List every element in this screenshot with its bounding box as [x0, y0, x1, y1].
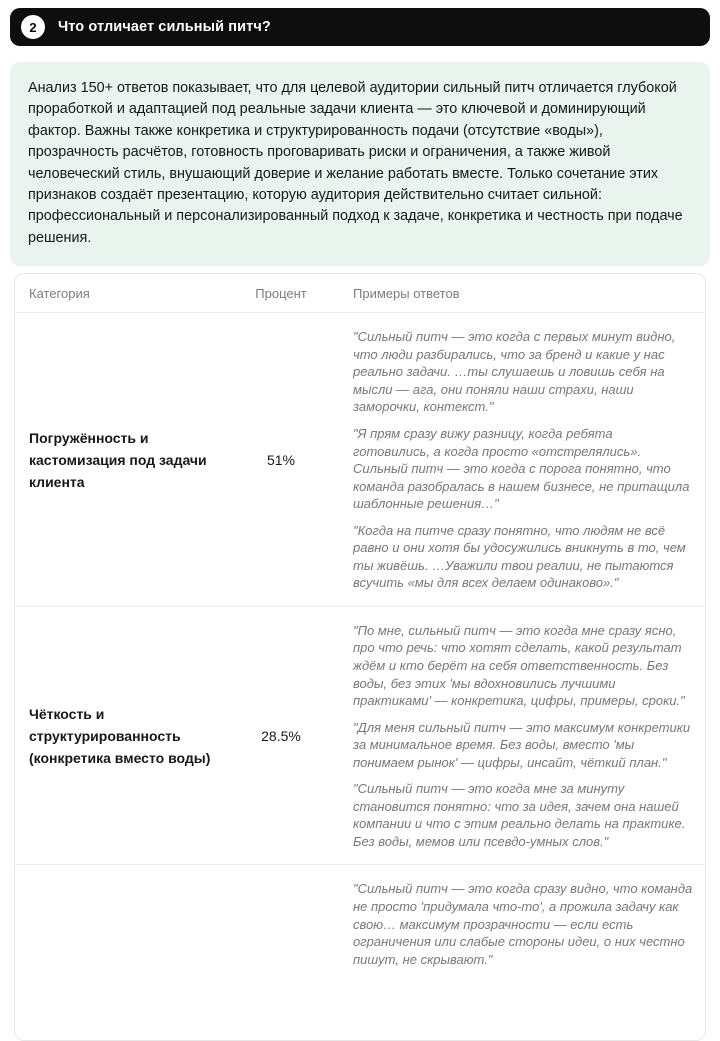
examples-cell: [317, 865, 705, 1040]
column-header-examples: Примеры ответов: [317, 274, 705, 313]
column-header-percent: Процент: [245, 274, 317, 313]
table-row: [15, 865, 705, 1040]
percent-cell: 28.5%: [245, 606, 317, 865]
section-header: [10, 8, 710, 46]
section-title: Что отличает сильный питч?: [58, 19, 271, 35]
table-row: [15, 313, 705, 607]
table-row: [15, 606, 705, 865]
category-cell: Погружённость и кастомизация под задачи клиента: [15, 313, 245, 607]
quote-text: "Сильный питч — это когда с первых минут видно, что люди разбирались, что за бренд и какие у нас реально задачи. …ты слушаешь и ловишь себя на мысли — ага, они поняли наши страхи, наши заморочки, контекст.": [353, 329, 676, 415]
quote-text: "По мне, сильный питч — это когда мне сразу ясно, про что речь: что хотят сделать, какой результат ждём и кто берёт на себя ответственность. Без воды, без этих 'мы вдохновились лучшими практиками' — конкретика, цифры, примеры, сроки.": [353, 622, 685, 709]
answers-table: [15, 274, 705, 1040]
quote-text: "Сильный питч — это когда сразу видно, что команда не просто 'придумала что-то', а прожила задачу как свою… максимум прозрачности — если есть ограничения или слабые стороны идеи, о них честно пишут, не скрывают.": [353, 881, 693, 967]
summary-text: Анализ 150+ ответов показывает, что для целевой аудитории сильный питч отличается глубокой проработкой и адаптацией под реальные задачи клиента — это ключевой и доминирующий фактор. Важны также конкретика и структурированность подачи (отсутствие «воды»), прозрачность расчётов, готовность проговаривать риски и ограничения, а также живой человеческий стиль, внушающий доверие и желание работать вместе. Только сочетание этих признаков создаёт презентацию, которую аудитория действительно считает сильной: профессиональный и персонализированный подход к задаче, конкретика и честность при подаче решения.: [28, 80, 683, 246]
examples-cell: [317, 313, 705, 607]
quote-text: "Я прям сразу вижу разницу, когда ребята готовились, а когда просто «отстрелялись». Сильный питч — это когда с порога понятно, что команда разобралась в нашем бизнесе, не притащила шаблонные решения…": [353, 425, 690, 512]
section-number-badge: 2: [21, 15, 45, 39]
table-header-row: [15, 274, 705, 313]
percent-cell: [245, 865, 317, 1040]
categories-table: [14, 273, 706, 1041]
quote-text: "Для меня сильный питч — это максимум конкретики за минимальное время. Без воды, вместо 'мы понимаем рынок' — цифры, инсайт, чёткий план.": [353, 719, 691, 770]
quote-text: "Сильный питч — это когда мне за минуту становится понятно: что за идея, зачем она нашей компании и что с этим реально делать на практике. Без воды, мемов или псевдо-умных слов.": [353, 781, 686, 849]
category-cell: Чёткость и структурированность (конкретика вместо воды): [15, 606, 245, 865]
examples-cell: [317, 606, 705, 865]
quote-text: "Когда на питче сразу понятно, что людям не всё равно и они хотя бы удосужились вникнуть в то, чем ты живёшь. …Уважили твои реалии, не пытаются всучить «мы для всех делаем одинаково».": [353, 522, 686, 591]
summary-box: [10, 62, 710, 266]
category-cell: [15, 865, 245, 1040]
column-header-category: Категория: [15, 274, 245, 313]
percent-cell: 51%: [245, 313, 317, 607]
